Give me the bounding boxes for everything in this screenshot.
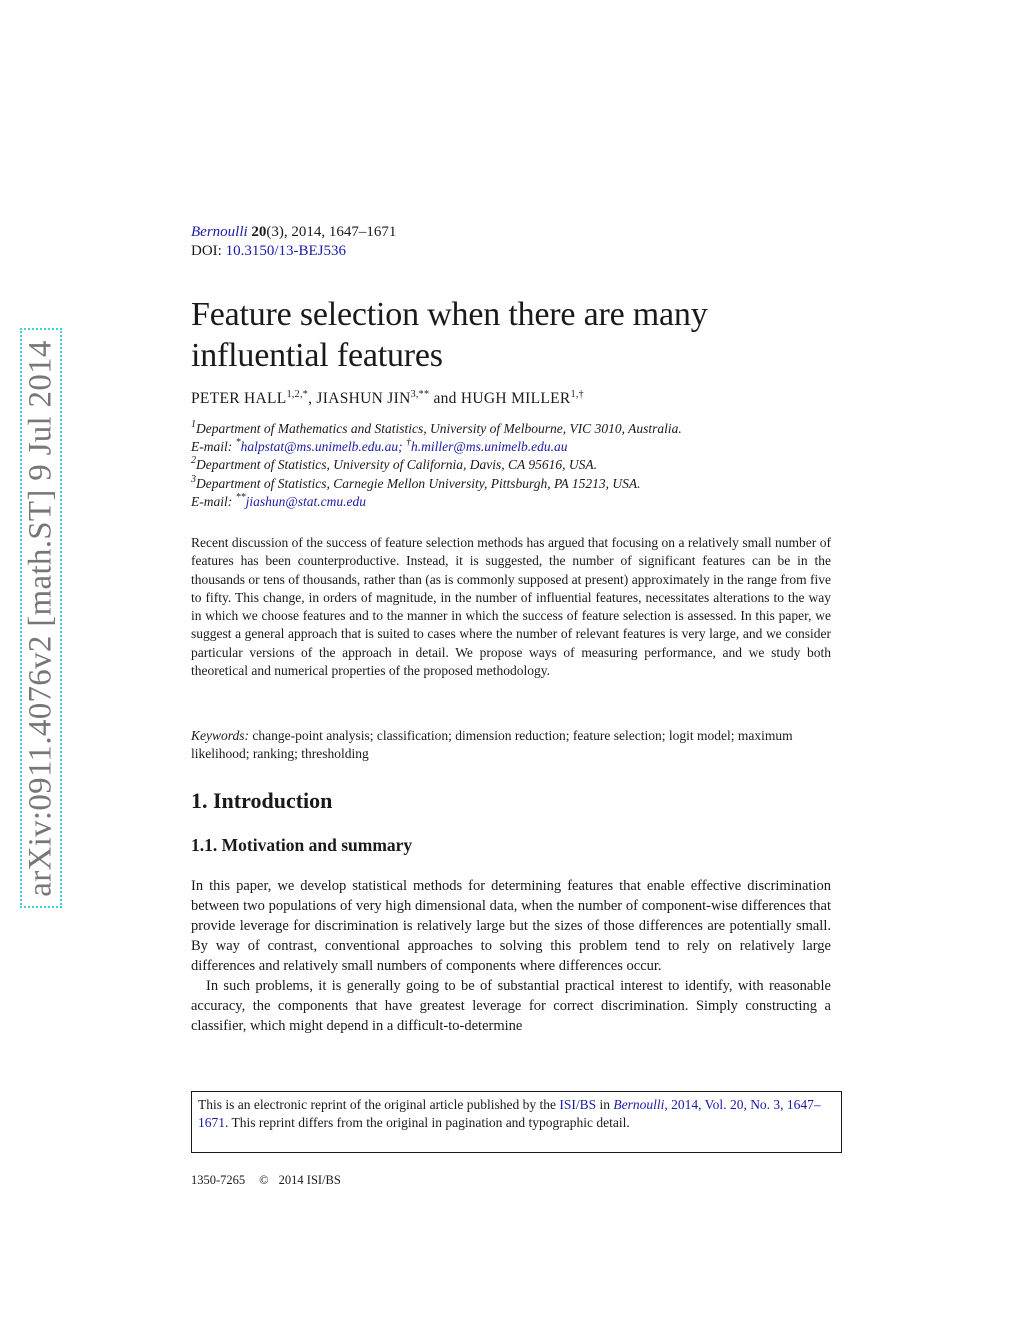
author-miller-sup: 1,† — [570, 389, 584, 400]
paper-title — [191, 294, 831, 376]
affiliation-1-text: Department of Mathematics and Statistics, University of Melbourne, VIC 3010, Australia. — [196, 421, 682, 436]
paragraph-2: In such problems, it is generally going to be of substantial practical interest to identify, with reasonable accuracy, the components that have greatest leverage for correct discrimination. Simply constructing a classifier, which might depend in a difficult-to-determine — [191, 978, 831, 1034]
email-label: E-mail: — [191, 439, 236, 455]
title-line-2: influential features — [191, 337, 443, 374]
email-line-2 — [191, 493, 831, 511]
subsection-heading-motivation: 1.1. Motivation and summary — [191, 835, 413, 855]
paragraph-1: In this paper, we develop statistical methods for determining features that enable effective discrimination between two populations of very high dimensional data, when the number of component-wise differences that provide leverage for discrimination is relatively large but the sizes of those differences are potentially small. By way of contrast, conventional approaches to solving this problem tend to rely on relatively large differences and relatively small numbers of components where differences occur. — [191, 878, 831, 974]
author-list — [191, 390, 831, 408]
email-jin-link[interactable]: jiashun@stat.cmu.edu — [245, 493, 367, 509]
journal-issue-pages: (3), 2014, 1647–1671 — [266, 224, 397, 240]
author-hall-sup: 1,2,* — [286, 389, 309, 400]
journal-name-link[interactable]: Bernoulli — [191, 224, 248, 240]
email-label-2: E-mail: — [191, 493, 236, 509]
volume-link[interactable]: , 2014, Vol. 20, No. 3, 1647–1671 — [198, 1097, 821, 1131]
affiliation-2-num: 2 — [191, 455, 196, 467]
affiliation-2-text: Department of Statistics, University of California, Davis, CA 95616, USA. — [196, 457, 597, 473]
reprint-text-2: in — [596, 1097, 614, 1112]
email-1-mark: * — [235, 437, 241, 449]
arxiv-stamp-text: arXiv:0911.4076v2 [math.ST] 9 Jul 2014 — [22, 339, 59, 897]
footer — [191, 1173, 831, 1188]
arxiv-stamp — [20, 328, 62, 908]
journal-header — [191, 223, 831, 261]
author-sep-1: , — [308, 390, 317, 407]
journal-citation — [191, 223, 831, 242]
affiliation-1 — [191, 420, 831, 438]
issn: 1350-7265 — [191, 1173, 246, 1187]
bernoulli-link[interactable]: Bernoulli — [613, 1097, 665, 1112]
affiliation-3-text: Department of Statistics, Carnegie Mellon University, Pittsburgh, PA 15213, USA. — [196, 475, 641, 491]
doi-link[interactable]: 10.3150/13-BEJ536 — [225, 243, 346, 259]
author-sep-2: and — [429, 390, 461, 407]
email-hall-link[interactable]: halpstat@ms.unimelb.edu.au; — [240, 439, 403, 455]
author-miller: HUGH MILLER — [460, 390, 571, 407]
affiliation-1-num: 1 — [191, 419, 196, 430]
affiliation-3 — [191, 475, 831, 493]
keywords-text: change-point analysis; classification; dimension reduction; feature selection; logit model; maximum likelihood; ranking; thresholding — [191, 728, 793, 762]
affiliation-2 — [191, 456, 831, 474]
doi-line — [191, 242, 831, 261]
author-jin: JIASHUN JIN — [316, 390, 411, 407]
author-jin-sup: 3,** — [410, 389, 430, 400]
keywords-label: Keywords: — [191, 728, 249, 743]
abstract: Recent discussion of the success of feature selection methods has argued that focusing on a relatively small number of features has been counterproductive. Instead, it is suggested, the number of significant features can be in the thousands or tens of thousands, rather than (as is commonly supposed at present) approximately in the range from five to fifty. This change, in orders of magnitude, in the number of influential features, necessitates alterations to the way in which we choose features and to the manner in which the success of feature selection is assessed. In this paper, we suggest a general approach that is suited to cases where the number of relevant features is very large, and we consider particular versions of the approach in detail. We propose ways of measuring performance, and we study both theoretical and numerical properties of the proposed methodology. — [191, 535, 831, 679]
email-2-mark: † — [406, 437, 412, 449]
email-miller-link[interactable]: h.miller@ms.unimelb.edu.au — [411, 439, 568, 455]
copyright-text: 2014 ISI/BS — [278, 1173, 341, 1187]
body-text — [191, 876, 831, 1036]
affiliation-3-num: 3 — [191, 473, 196, 485]
reprint-text-1: This is an electronic reprint of the original article published by the — [198, 1097, 560, 1112]
isi-bs-link[interactable]: ISI/BS — [559, 1097, 597, 1112]
reprint-notice-box — [191, 1091, 842, 1153]
journal-volume: 20 — [251, 224, 267, 240]
reprint-text-3: . This reprint differs from the original in pagination and typographic detail. — [225, 1115, 630, 1131]
keywords — [191, 727, 831, 764]
title-line-1: Feature selection when there are many — [191, 296, 708, 333]
email-3-mark: ** — [235, 491, 246, 503]
section-heading-introduction: 1. Introduction — [191, 788, 333, 813]
copyright-icon: © — [259, 1173, 269, 1187]
affiliations — [191, 420, 831, 511]
email-line-1 — [191, 438, 831, 456]
author-hall: PETER HALL — [191, 390, 287, 407]
doi-label: DOI: — [191, 243, 222, 259]
